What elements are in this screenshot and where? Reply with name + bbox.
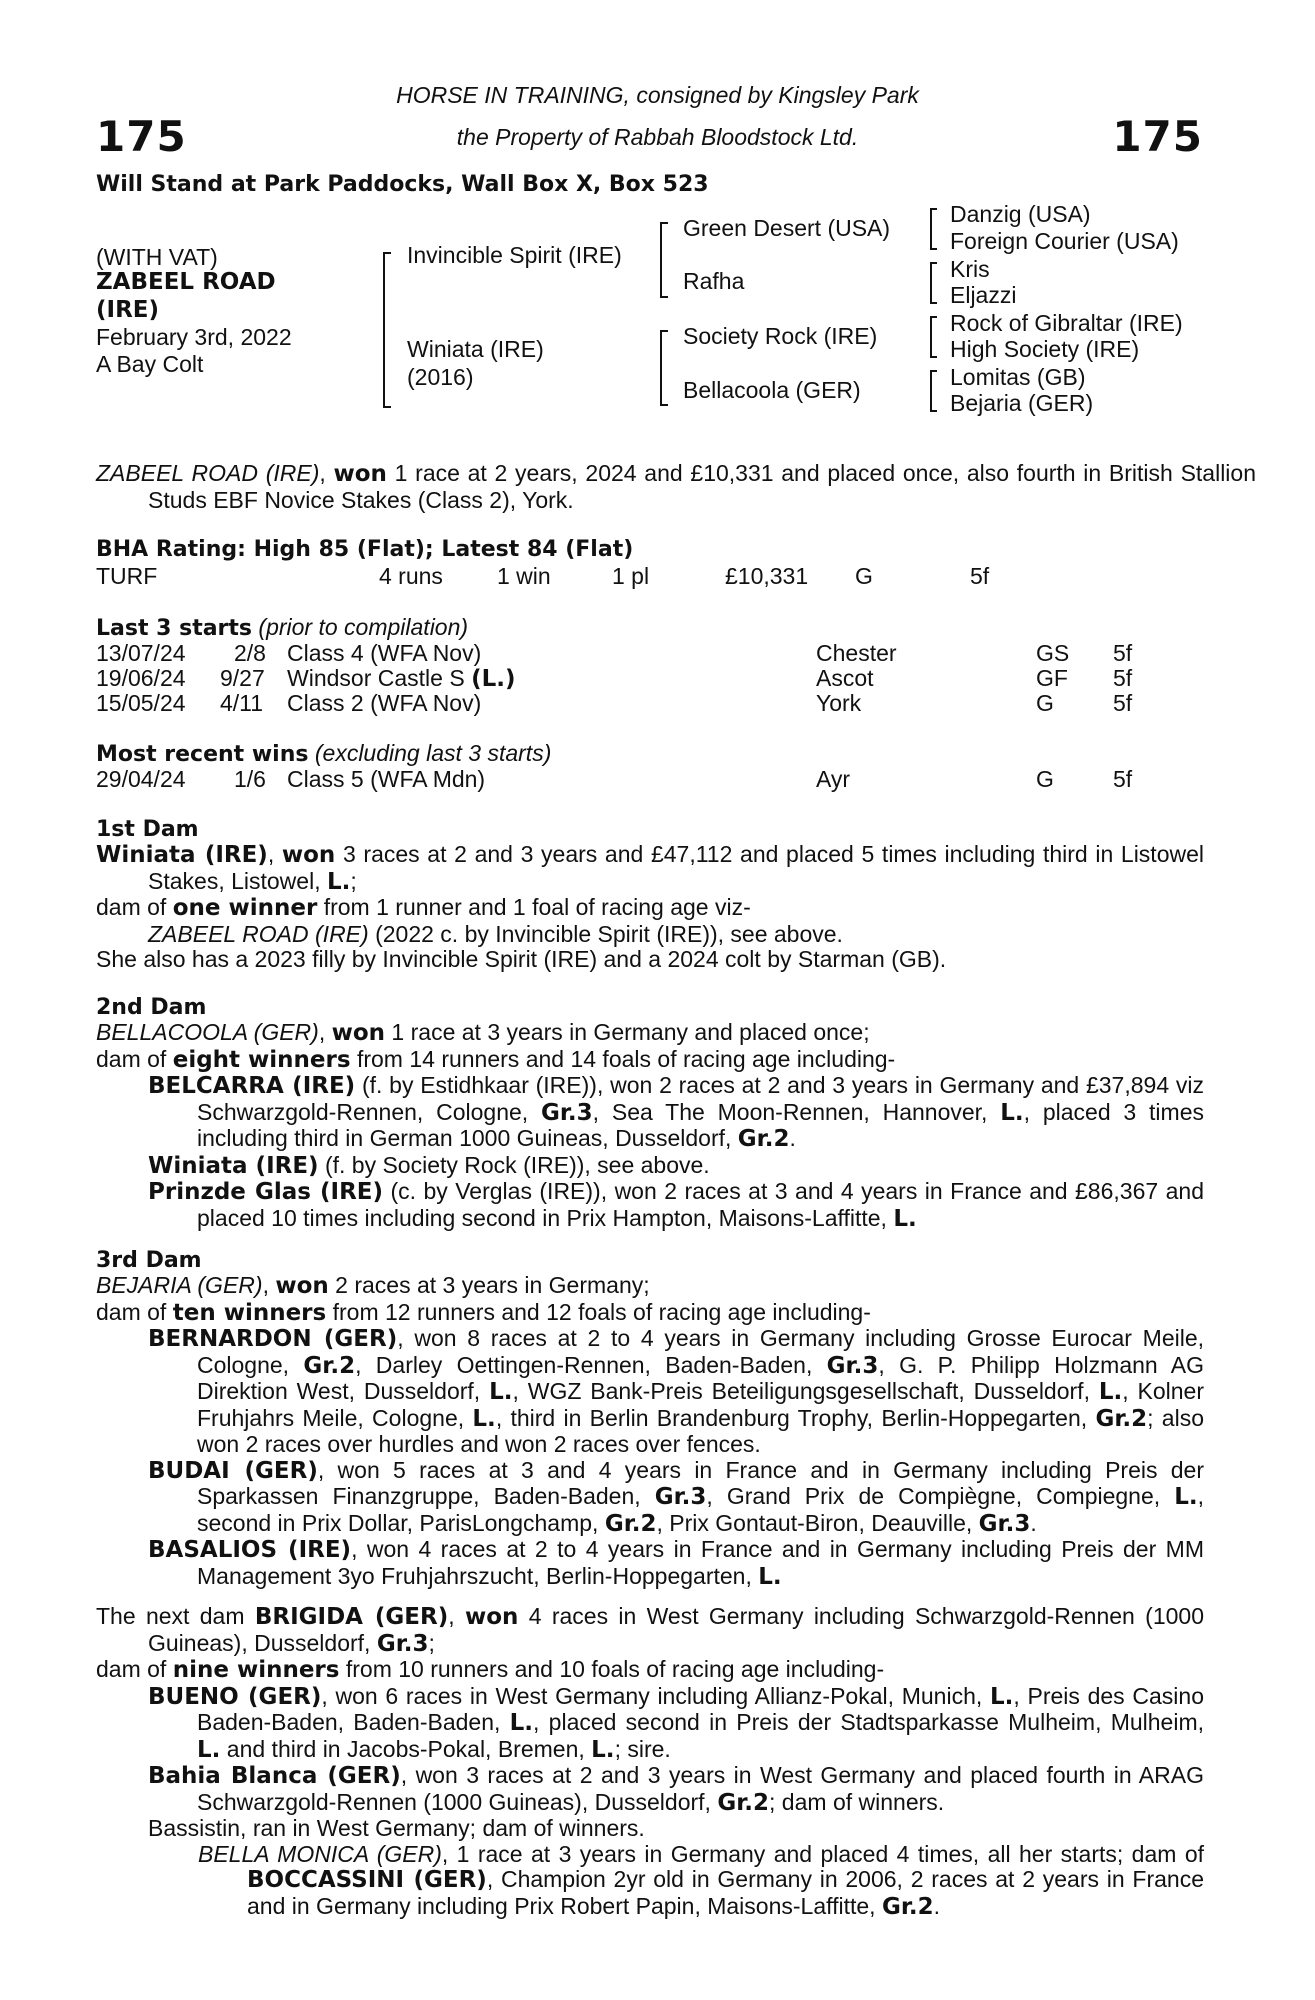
dam2-winners: eight winners	[172, 1046, 351, 1073]
dam2-won: won	[331, 1020, 386, 1046]
pedigree-bracket-sire	[660, 222, 668, 298]
foal-text: , Preis des Casino Baden-Baden, Baden-Baden,	[197, 1682, 1204, 1735]
foal-text: , won 8 races at 2 to 4 years in Germany including Grosse Eurocar Meile, Cologne,	[197, 1325, 1205, 1378]
lot-number-left: 175	[96, 112, 187, 161]
foal-text: ; dam of winners.	[769, 1788, 945, 1815]
foal-name: BOCCASSINI (GER)	[247, 1867, 487, 1893]
grade: Gr.2	[737, 1126, 790, 1152]
grade: L.	[509, 1710, 534, 1736]
dam3-damof: dam of	[96, 1298, 173, 1325]
grade: L.	[472, 1405, 496, 1432]
foal-text: (f. by Estidhkaar (IRE)), won 2 races at 2 and 3 years in Germany and £37,894 viz Schwarzgold-Rennen, Cologne,	[197, 1072, 1204, 1125]
dam2-foal-2	[96, 1153, 1204, 1180]
horse-dob: February 3rd, 2022	[96, 324, 292, 350]
ss-dam: Foreign Courier (USA)	[950, 228, 1179, 254]
summary-won: won	[333, 461, 387, 487]
dam: Winiata (IRE)	[407, 336, 544, 362]
foal-text: (f. by Society Rock (IRE)), see above.	[318, 1151, 710, 1178]
last3-pos: 9/27	[220, 665, 265, 691]
dam2-text: 1 race at 3 years in Germany and placed once;	[385, 1019, 870, 1045]
grade: Gr.2	[1095, 1405, 1148, 1432]
foal-text: , G. P. Philipp Holzmann AG Direktion West, Dusseldorf,	[197, 1351, 1204, 1404]
dam-dam: Bellacoola (GER)	[683, 377, 861, 403]
dd-dam: Bejaria (GER)	[950, 390, 1094, 416]
last3-going: GF	[1036, 665, 1068, 691]
last3-header	[96, 614, 468, 641]
nextdam-name: BRIGIDA (GER)	[254, 1604, 449, 1630]
foal-text: , placed second in Preis der Stadtsparkasse Mulheim, Mulheim,	[533, 1709, 1205, 1735]
dam1-produce-text: from 1 runner and 1 foal of racing age viz-	[317, 894, 751, 920]
foal-text: , WGZ Bank-Preis Beteiligungsgesellschaft, Dusseldorf,	[512, 1378, 1099, 1404]
foal-name: Bahia Blanca (GER)	[148, 1763, 401, 1789]
recent-date: 29/04/24	[96, 766, 186, 792]
last3-heading: Last 3 starts	[96, 616, 253, 641]
dam2-produce-text: from 14 runners and 14 foals of racing age including-	[350, 1045, 896, 1072]
foal-text: ; sire.	[614, 1735, 671, 1762]
foal-text: , Prix Gontaut-Biron, Deauville,	[656, 1509, 979, 1536]
dam1-foal-text: (2022 c. by Invincible Spirit (IRE)), see above.	[368, 920, 843, 947]
recent-header	[96, 740, 551, 767]
rating-runs: 4 runs	[379, 563, 443, 589]
grade: Gr.3	[376, 1630, 429, 1657]
last3-going: GS	[1036, 640, 1070, 666]
dam3-produce-line	[96, 1300, 1204, 1327]
grade: Gr.3	[826, 1352, 879, 1379]
lot-number-right: 175	[1112, 112, 1203, 161]
foal-text: ; also won 2 races over hurdles and won 2 races over fences.	[197, 1404, 1204, 1457]
foal-text: , Champion 2yr old in Germany in 2006, 2 races at 2 years in France and in Germany including Prix Robert Papin, Maisons-Laffitte,	[247, 1866, 1204, 1919]
dam3-foal-2	[96, 1458, 1204, 1538]
foal-text: .	[789, 1125, 796, 1151]
sd-dam: Eljazzi	[950, 282, 1017, 308]
foal-text: , third in Berlin Brandenburg Trophy, Berlin-Hoppegarten,	[495, 1404, 1096, 1431]
pedigree-bracket-sd	[930, 262, 937, 304]
last3-course: York	[816, 690, 862, 716]
foal-text: , Darley Oettingen-Rennen, Baden-Baden,	[355, 1351, 827, 1378]
dam2-produce-line	[96, 1047, 1204, 1074]
grade: L.	[197, 1736, 221, 1763]
nextdam-text: 4 races in West Germany including Schwarzgold-Rennen (1000 Guineas), Dusseldorf,	[148, 1603, 1204, 1656]
dam3-foal-1	[96, 1326, 1204, 1458]
dam3-foal-3	[96, 1537, 1204, 1590]
sire-sire: Green Desert (USA)	[683, 215, 891, 241]
rating-going: G	[855, 563, 873, 589]
foal-text: , Sea The Moon-Rennen, Hannover,	[592, 1098, 1001, 1125]
nextdam-winners: nine winners	[172, 1657, 340, 1683]
dd-sire: Lomitas (GB)	[950, 364, 1086, 390]
foal-text: , won 3 races at 2 and 3 years in West Germany and placed fourth in ARAG Schwarzgold-Rennen (1000 Guineas), Dusseldorf,	[197, 1762, 1204, 1815]
last3-pos: 2/8	[234, 640, 266, 666]
pedigree-bracket-ss	[930, 208, 937, 250]
dam1-damof: dam of	[96, 894, 173, 920]
dam1-foal	[96, 922, 1204, 948]
foal-name: BUENO (GER)	[148, 1683, 322, 1710]
dam1-heading: 1st Dam	[96, 817, 199, 842]
dam2-damof: dam of	[96, 1045, 173, 1072]
rating-heading: BHA Rating: High 85 (Flat); Latest 84 (Flat)	[96, 537, 634, 562]
nextdam-produce-text: from 10 runners and 10 foals of racing age including-	[339, 1656, 885, 1682]
foal-name: Winiata (IRE)	[148, 1152, 319, 1179]
last3-going: G	[1036, 690, 1054, 716]
foal-name: BERNARDON (GER)	[148, 1326, 398, 1352]
nextdam-punct: ;	[428, 1629, 435, 1656]
summary-text: 1 race at 2 years, 2024 and £10,331 and placed once, also fourth in British Stallion Studs EBF Novice Stakes (Class 2), York.	[148, 460, 1256, 513]
foal-name: BASALIOS (IRE)	[148, 1537, 352, 1563]
dam1-punct: ;	[350, 867, 357, 894]
dam3-text: 2 races at 3 years in Germany;	[328, 1272, 650, 1298]
grade: L.	[893, 1205, 917, 1232]
recent-dist: 5f	[1113, 766, 1133, 792]
summary-name: ZABEEL ROAD (IRE)	[96, 460, 320, 486]
dam1-grade: L.	[326, 868, 351, 895]
nextdam-produce-line	[96, 1657, 1204, 1684]
grade: Gr.2	[717, 1789, 770, 1816]
foal-name: BELCARRA (IRE)	[148, 1073, 356, 1099]
last3-race	[287, 665, 515, 692]
rating-places: 1 pl	[612, 563, 650, 589]
last3-date: 13/07/24	[96, 640, 186, 666]
dam1-name: Winiata (IRE)	[96, 842, 268, 868]
consignor-line: HORSE IN TRAINING, consigned by Kingsley Park	[396, 82, 919, 108]
grade: L.	[1098, 1379, 1123, 1405]
nextdam-damof: dam of	[96, 1656, 173, 1682]
dam3-name: BEJARIA (GER)	[96, 1272, 263, 1298]
grade: L.	[591, 1736, 615, 1763]
horse-desc: A Bay Colt	[96, 351, 204, 377]
rating-surface: TURF	[96, 563, 158, 589]
dam1-winners: one winner	[172, 895, 318, 921]
foal-name: BUDAI (GER)	[148, 1457, 318, 1484]
last3-dist: 5f	[1113, 690, 1133, 716]
foal-text: , second in Prix Dollar, ParisLongchamp,	[197, 1483, 1204, 1536]
last3-pos: 4/11	[220, 690, 264, 716]
dam2-name: BELLACOOLA (GER)	[96, 1019, 319, 1045]
recent-going: G	[1036, 766, 1054, 792]
nextdam-foal-4	[96, 1842, 1204, 1921]
horse-country: (IRE)	[96, 297, 160, 323]
last3-race: Class 4 (WFA Nov)	[287, 640, 482, 666]
pedigree-bracket-main	[383, 252, 391, 408]
foal-name: Prinzde Glas (IRE)	[148, 1179, 384, 1205]
recent-course: Ayr	[816, 766, 851, 792]
foal-text: (c. by Verglas (IRE)), won 2 races at 3 and 4 years in France and £86,367 and placed 10 times including second in Prix Hampton, Maisons-Laffitte,	[197, 1178, 1204, 1231]
recent-race: Class 5 (WFA Mdn)	[287, 766, 486, 792]
last3-course: Ascot	[816, 665, 874, 691]
grade: Gr.3	[978, 1510, 1031, 1537]
ds-dam: High Society (IRE)	[950, 336, 1140, 362]
pedigree-bracket-dam	[660, 330, 668, 406]
dam3-produce-text: from 12 runners and 12 foals of racing age including-	[326, 1298, 871, 1325]
dam2-record: BELLACOOLA (GER), won 1 race at 3 years in Germany and placed once;	[96, 1019, 870, 1046]
rating-distance: 5f	[970, 563, 990, 589]
grade: Gr.3	[540, 1099, 593, 1126]
dam-year: (2016)	[407, 364, 474, 390]
horse-name: ZABEEL ROAD	[96, 269, 276, 295]
foal-text: .	[1030, 1509, 1037, 1536]
last3-dist: 5f	[1113, 640, 1133, 666]
stand-location: Will Stand at Park Paddocks, Wall Box X, Box 523	[96, 172, 709, 197]
ss-sire: Danzig (USA)	[950, 201, 1091, 227]
foal-text: , won 6 races in West Germany including Allianz-Pokal, Munich,	[321, 1682, 990, 1709]
dam3-won: won	[275, 1273, 329, 1299]
grade: L.	[758, 1563, 782, 1590]
dam1-text: 3 races at 2 and 3 years and £47,112 and placed 5 times including third in Listowel Stakes, Listowel,	[148, 841, 1205, 894]
dam1-produce-line	[96, 895, 1204, 922]
grade: L.	[1174, 1484, 1198, 1510]
property-line: the Property of Rabbah Bloodstock Ltd.	[456, 124, 859, 150]
pedigree-bracket-dd	[930, 370, 937, 412]
last3-race: Class 2 (WFA Nov)	[287, 690, 482, 716]
dam1-won: won	[281, 842, 336, 868]
dam3-section	[96, 1273, 1204, 1590]
last3-note: (prior to compilation)	[258, 614, 469, 640]
nextdam-foal-1	[96, 1684, 1204, 1764]
rating-prize: £10,331	[725, 563, 809, 589]
foal-text: , 1 race at 3 years in Germany and placed 4 times, all her starts; dam of	[441, 1840, 1205, 1867]
foal-name: BELLA MONICA (GER)	[198, 1840, 442, 1867]
nextdam-section	[96, 1604, 1204, 1920]
foal-text: , placed 3 times including third in German 1000 Guineas, Dusseldorf,	[197, 1098, 1204, 1151]
dam3-heading: 3rd Dam	[96, 1248, 202, 1273]
grade: L.	[989, 1683, 1014, 1710]
nextdam-foal-2	[96, 1763, 1204, 1816]
recent-pos: 1/6	[234, 766, 266, 792]
dam3-record: BEJARIA (GER), won 2 races at 3 years in Germany;	[96, 1272, 650, 1299]
nextdam-record: The next dam BRIGIDA (GER), won 4 races in West Germany including Schwarzgold-Rennen (1000 Guineas), Dusseldorf, Gr.3;	[96, 1603, 1204, 1657]
dam3-winners: ten winners	[172, 1299, 327, 1326]
last3-date: 15/05/24	[96, 690, 186, 716]
dam2-foal-1	[96, 1073, 1204, 1153]
foal-text: , Grand Prix de Compiègne, Compiegne,	[706, 1483, 1175, 1509]
dam1-record: Winiata (IRE), won 3 races at 2 and 3 years and £47,112 and placed 5 times including third in Listowel Stakes, Listowel, L.;	[96, 841, 1205, 895]
last3-race-grade: (L.)	[471, 666, 516, 692]
nextdam-foal-3: Bassistin, ran in West Germany; dam of winners.	[148, 1815, 645, 1841]
foal-text: , Kolner Fruhjahrs Meile, Cologne,	[197, 1378, 1204, 1431]
foal-text: and third in Jacobs-Pokal, Bremen,	[220, 1735, 592, 1762]
grade: Gr.2	[604, 1510, 657, 1537]
last3-dist: 5f	[1113, 665, 1133, 691]
pedigree-bracket-ds	[930, 316, 937, 358]
dam-sire: Society Rock (IRE)	[683, 323, 878, 349]
horse-summary: ZABEEL ROAD (IRE), won 1 race at 2 years, 2024 and £10,331 and placed once, also fourth in British Stallion Studs EBF Novice Stakes (Class 2), York.	[96, 460, 1256, 513]
ds-sire: Rock of Gibraltar (IRE)	[950, 310, 1183, 336]
dam1-section	[96, 842, 1204, 973]
grade: Gr.2	[303, 1352, 356, 1379]
nextdam-won: won	[464, 1604, 519, 1630]
sire-dam: Rafha	[683, 268, 745, 294]
last3-course: Chester	[816, 640, 897, 666]
last3-race-name: Windsor Castle S	[287, 665, 472, 691]
dam1-foal-name: ZABEEL ROAD (IRE)	[148, 920, 369, 947]
dam2-foal-3	[96, 1179, 1204, 1232]
sd-sire: Kris	[950, 256, 990, 282]
nextdam-intro: The next dam	[96, 1603, 255, 1629]
grade: Gr.2	[881, 1893, 934, 1920]
dam2-section	[96, 1020, 1204, 1232]
grade: L.	[1000, 1099, 1024, 1126]
grade: L.	[489, 1379, 513, 1405]
grade: Gr.3	[654, 1484, 707, 1510]
foal-text: .	[933, 1892, 941, 1919]
sire: Invincible Spirit (IRE)	[407, 242, 622, 268]
foal-text: , won 5 races at 3 and 4 years in France and in Germany including Preis der Sparkassen Finanzgruppe, Baden-Baden,	[197, 1456, 1204, 1509]
dam2-heading: 2nd Dam	[96, 995, 207, 1020]
dam1-also: She also has a 2023 filly by Invincible Spirit (IRE) and a 2024 colt by Starman (GB).	[96, 946, 947, 972]
last3-date: 19/06/24	[96, 665, 186, 691]
foal-text: , won 4 races at 2 to 4 years in France and in Germany including Preis der MM Management 3yo Fruhjahrszucht, Berlin-Hoppegarten,	[197, 1536, 1204, 1589]
vat-note: (WITH VAT)	[96, 244, 218, 270]
recent-heading: Most recent wins	[96, 742, 309, 767]
rating-wins: 1 win	[497, 563, 551, 589]
recent-note: (excluding last 3 starts)	[314, 740, 552, 766]
